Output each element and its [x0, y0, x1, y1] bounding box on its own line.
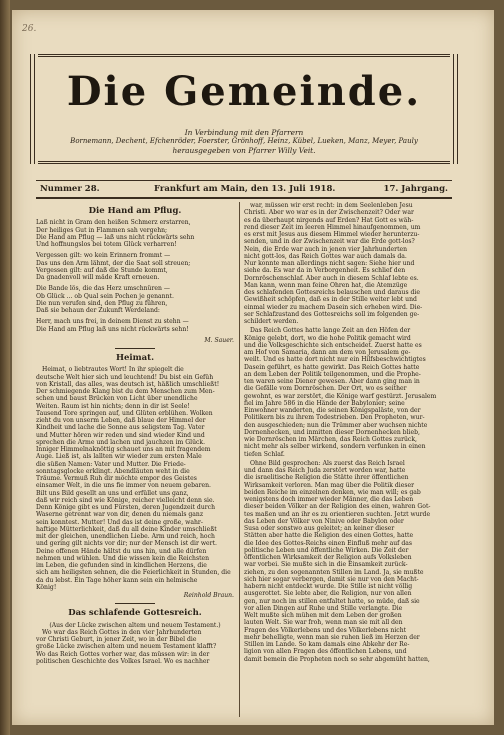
section-title: Das schlafende Gottesreich. [68, 608, 202, 619]
article-line: Dornenhecken, und inmitten dieser Dornenhecken blieb, [244, 428, 420, 436]
essay-line: Auge. Ließ ist, als lallten wir wieder zum ersten Male [36, 453, 202, 461]
article-line: Welt mußte sich mühen mit dem Leben der großen [244, 612, 402, 619]
poem-line: Die nun verufen sind, den Pflug zu führen, [36, 299, 168, 307]
essay-line: daß wir reich sind wie Könige, reicher vielleicht denn sie. [36, 496, 215, 504]
masthead-subtitle-2: Bornemann, Dechent, Efchenröder, Foerster, Grönhoff, Heinz, Kübel, Lueken, Manz, Meyer, Pauly [70, 137, 418, 145]
poem-line: Der heiliges Gut in Flammen sah vergehn; [36, 226, 168, 234]
essay-line: deutsche Welt hier sich und leuchtend! Du bist ein Gefüh [36, 373, 214, 381]
handwritten-corner-note: 26. [22, 24, 37, 34]
poem-stanza [36, 252, 234, 281]
article-line: mehr behelligte, wenn man sie ruhen ließ im Herzen der [244, 633, 420, 641]
article-line: Einwohner wanderten, die seinen Königspaläste, von der [244, 407, 421, 414]
article-line: die Gefälle vom Dornröschen. Der Ort, wo es seither [244, 385, 407, 393]
essay-line: sonntagsglocke erklingt. Abendläuten weht in die [36, 467, 190, 475]
section-rule [115, 603, 155, 604]
article-line: vor allen Dingen auf Ruhe und Stille verlangte. Die [244, 604, 403, 612]
essay-line: und Mutter hören wir reden und sind wieder Kind und [36, 431, 205, 439]
essay-line: und gering gilt nichts vor dir; nur der Mensch ist dir wert. [36, 540, 217, 548]
essay-line: im Leben, die gefunden sind in kindlichen Herzens, die [36, 562, 207, 569]
article-line: an dem Leben der Politik teilgenommen, und die Prophe- [244, 370, 421, 378]
article-line: des schlafenden Gottesreichs belauschen und daraus die [244, 289, 420, 296]
essay-line: zieht du von unserm Leben, daß blaue der Himmel der [36, 417, 206, 424]
essay-line: sein konntest. Mutter! Und das ist deine große, wahr- [36, 518, 203, 526]
poem-line: Das uns den Arm lähmt, der die Saat soll streuen; [36, 259, 191, 267]
article-line: Fragen des Völkerlebens und des Völkerlebens nicht [244, 626, 407, 634]
article-line: und die Volksgeschichte sich entscheidet. Zuerst hatte es [244, 341, 422, 349]
poem-line: Ob Glück ... ob Qual sein Pochen je genannt. [36, 292, 174, 300]
article-line: Dornröschenschlaf. Aber auch in diesem Schlaf lebte es. [244, 274, 419, 282]
essay-title: Heimat. [115, 353, 155, 363]
essay-line: schen und baust Brücken von Licht über unendliche [36, 395, 198, 403]
essay-line: Heimat, o liebtrautes Wort! In ihr spiegelt die [42, 366, 184, 374]
article-line: wenigstens doch immer wieder Männer, die das Leben [244, 496, 414, 503]
issue-year: 17. Jahrgang. [383, 184, 448, 194]
article-line: habern nicht entdeckt wurde. Die Stille ist nicht völlig [244, 583, 413, 590]
article-line: Nein, die Erde war auch in jenen vier Jahrhunderten [244, 245, 408, 253]
essay-line: König! [36, 583, 57, 591]
article-line: weilt. Und es hatte dort nicht nur ein Hilfsbeschwichtigtes [244, 356, 426, 364]
essay-line: haftige Mütterlichkeit, daß du all deine Kinder umschließt [36, 525, 217, 533]
essay-line: sprechen die Arme und lachen und jauchzen im Glück. [36, 438, 206, 446]
poem-stanza [36, 285, 234, 314]
article-line: Susa oder sonstwo aus geleitet; an keiner dieser [244, 525, 395, 532]
essay-line: Bilt uns Bild gesellt an uns und erfüllet uns ganz, [36, 489, 189, 497]
essay-line: einsamer Welt, in die uns fie immer von neuem gebaren. [36, 482, 211, 490]
book-spine [0, 0, 10, 735]
essay-body [36, 366, 234, 591]
article-line: gen, nur noch im stillen entfaltet hatte, so müde, daß sie [244, 597, 420, 605]
article-line: Politikern bis zu ihrem Todestrieben. Den Propheten, wur- [244, 414, 425, 422]
article-line: Könige gelebt, dort, wo die hohe Politik gemacht wird [244, 334, 411, 342]
poem-line: Daß sie behaun der Zukunft Werdeland: [36, 307, 160, 314]
article-line: Gewißheit schöpfen, daß es in der Stille weiter lebt und [244, 296, 417, 304]
poem-line: Und hoffnungslos bei totem Glück verharren! [36, 241, 177, 248]
article-line: ausgerottet. Sie lebte aber, die Religion, nur von allen [244, 590, 412, 598]
right-column [244, 202, 442, 663]
essay-line: von Kristall, das alles, was deutsch ist, häßlich umschließt! [36, 380, 220, 388]
article-line: ten waren seine Diener gewesen. Aber dann ging man in [244, 378, 420, 385]
article-line: und dann das Reich Juda zerstört worden war, hatte [244, 467, 406, 474]
article-line: Christi. Aber wo war es in der Zwischenzeit? Oder war [244, 209, 414, 217]
article-line: es erst mit Jesus aus diesem Himmel wieder herunterzu- [244, 231, 420, 238]
masthead-title: Die Gemeinde. [66, 68, 422, 115]
essay-line: da du lebst. Ein Tage höher kann sein ein helmische [36, 576, 198, 584]
article-line: ser Schlafzustand des Gottesreichs soll im folgenden ge- [244, 310, 420, 318]
poem-line: Laß nicht in Gram den heißen Schmerz erstarren, [36, 219, 191, 227]
poem-line: Vergessen gilt: wo kein Erinnern frommt — [36, 252, 171, 260]
newspaper-page [12, 10, 494, 725]
article-line: nicht gott-los, das Reich Gottes war auch damals da. [244, 252, 407, 260]
article-line: einmal wieder zu machem Dasein sich erheben wird. Die- [244, 303, 423, 311]
essay-line: Kindheit und lache die Sonne aus seligstem Tag. Vater [36, 424, 205, 432]
essay-line: Tausend Tore springen auf, und Glüten erblühen. Wolken [36, 409, 213, 417]
poem-stanza [36, 318, 234, 333]
article-line: ziehen, zu den sogenannten Stillen im Land. Ja, sie mußte [244, 568, 424, 576]
article-line: das Leben der Völker von Ninive oder Babylon oder [244, 517, 404, 525]
article-line: war vorbei. Sie mußte sich in die Einsamkeit zurück- [244, 561, 408, 569]
essay-line: Der schmiegende Klang bist du dem Menschen zum Men- [36, 388, 215, 395]
masthead-subtitle-3: herausgegeben von Pfarrer Willy Veit. [172, 146, 316, 155]
article-line: Das Reich Gottes hatte lange Zeit an den Höfen der [250, 327, 411, 335]
poem-line: Da gnadenvoll will mäde Kraft erneuen. [36, 274, 160, 281]
article-line: rend dieser Zeit im leeren Himmel hinaufgenommen, um [244, 223, 421, 231]
article-line: dieser beiden Völker an der Religion des einen, wahren Got- [244, 503, 431, 511]
poem-author: M. Sauer. [204, 336, 234, 344]
column-divider [239, 202, 240, 717]
essay-author: Reinhold Braun. [183, 592, 234, 599]
poem-line: Herr, mach uns frei, in deinem Dienst zu stehn — [36, 318, 189, 326]
poem-line: Die Bande lös, die das Herz umschnüren — [36, 285, 170, 293]
section-line: große Lücke zwischen altem und neuem Testament klafft? [36, 643, 217, 651]
article-line: Stätten aber hatte die Religion des einen Gottes, hatte [244, 532, 414, 540]
article-line: senden, und in der Zwischenzeit war die Erde gott-los? [244, 238, 415, 246]
essay-line: nehmen und wühlen. Und die wissen kein die Reichsten [36, 554, 210, 562]
essay-line: die süßen Namen: Vater und Mutter. Die Friede- [36, 460, 186, 468]
article-line: siehe da. Es war da in Verborgenheit. Es schlief den [244, 267, 406, 275]
article-line: es da überhaupt nirgends auf Erden? Hat Gott es wäh- [244, 216, 414, 224]
article-line: am Hof von Samaria, dann am dem von Jerusalem ge- [244, 349, 411, 356]
section-line: politischen Geschichte des Volkes Israel. Wo es nachher [36, 657, 210, 665]
article-line: beiden Reiche im einzelnen denken, wie man will; es gab [244, 488, 421, 496]
article-line: Wirksamkeit verloren. Man mag über die Politik dieser [244, 481, 414, 489]
article-line: lauten Welt. Sie war froh, wenn man sie mit all den [244, 619, 403, 627]
essay-line: mit der gleichen, unendlichen Liebe. Arm und reich, hoch [36, 533, 215, 540]
poem-line: Die Hand am Pflug — laß uns nicht rückwärts sehn [36, 233, 195, 241]
right-text-block-a [244, 202, 442, 325]
section-line: vor Christi Geburt, in jener Zeit, wo in der Bibel die [36, 636, 197, 643]
article-line: die israelitische Religion die Stätte ihrer öffentlichen [244, 474, 409, 482]
poem-line: Die Hand am Pflug laß uns nicht rückwärts sehn! [36, 325, 189, 333]
article-line: schildert werden. [244, 318, 299, 325]
article-line: tes maßen und an ihr es zu orientieren suchten. Jetzt wurde [244, 510, 431, 518]
essay-line: Weiten. Raum ist hin nichts; denn in dir ist Seele! [36, 402, 190, 410]
article-line: war, müssen wir erst recht: in dem Seelenleben Jesu [250, 202, 413, 209]
masthead-subtitle-1: In Verbindung mit den Pfarrern [184, 128, 304, 137]
issue-place-date: Frankfurt am Main, den 13. Juli 1918. [154, 184, 336, 194]
article-line: öffentlichen Wirksamkeit der Religion aufs Volksleben [244, 554, 412, 561]
essay-line: sich am heiligsten sehnen, die die Feierlichkeit in Stunden, die [36, 569, 231, 577]
article-line: sich hier sogar verbergen, damit sie nur von den Macht- [244, 575, 419, 583]
article-line: politische Leben und öffentliche Wirken. Die Zeit der [244, 546, 409, 554]
right-text-block-c [244, 460, 442, 663]
article-line: Nur konnte man allerdings nicht sagen: Siehe hier und [244, 260, 415, 267]
article-line: gewohnt, es war zerstört, die Könige warf gestürzt. Jerusalem [244, 392, 437, 400]
poem-line: Vergessen gilt: auf daß die Stunde kommt, [36, 266, 168, 274]
poem-title: Die Hand am Pflug. [88, 206, 182, 216]
article-line: Man kann, wenn man feine Ohren hat, die Atemzüge [244, 281, 408, 289]
section-body [36, 629, 234, 665]
poem-body [36, 219, 234, 333]
article-line: den ausgeschieden; nun die Trümmer aber wuchsen nichte [244, 421, 428, 429]
article-line: damit bemein die Propheten noch so sehr abgemüht hatten, [244, 655, 430, 663]
right-text-block-b [244, 327, 442, 458]
article-line: Dasein geführt, es hatte gewirkt. Das Reich Gottes hatte [244, 363, 420, 371]
left-column [36, 202, 234, 665]
poem-stanza [36, 219, 234, 248]
essay-line: Waserne getrennt war von dir, denen du niemals ganz [36, 511, 204, 519]
essay-line: Inniger Himmelnaknöttig schauet uns an mit fragendem [36, 446, 211, 453]
article-line: tiefen Schlaf. [244, 450, 285, 458]
article-line: fiel im Jahre 586 in die Hände der Babylonier; seine [244, 399, 405, 407]
section-line: Wo das Reich Gottes vorher war, das müssen wir: in der [36, 650, 210, 658]
section-rule [115, 348, 155, 349]
essay-line: Deine offenen Hände hältst du uns hin, und alle dürfen [36, 547, 207, 555]
article-line: nicht mehr als selber wirkend, sondern verfunken in einen [244, 443, 426, 451]
section-line: Wo war das Reich Gottes in den vier Jahrhunderten [42, 628, 202, 636]
article-line: Stillen im Lande. So kam damals eine Abkehr der Re- [244, 641, 410, 648]
essay-line: Denn Könige gibt es und Fürsten, deren Jugendzeit durch [36, 504, 216, 511]
article-line: die Idee des Gottes-Reichs einen Einfluß mehr auf das [244, 539, 413, 547]
section-subtitle: (Aus der Lücke zwischen altem und neuem Testament.) [49, 621, 221, 629]
article-line: Ohne Bild gesprochen: Als zuerst das Reich Israel [250, 459, 405, 467]
article-line: wie Dornröschen im Märchen, das Reich Gottes zurück, [244, 436, 417, 443]
issue-meta-bar [36, 180, 452, 199]
issue-number: Nummer 28. [40, 184, 100, 194]
article-line: ligion von allen Fragen des öffentlichen Lebens, und [244, 648, 407, 656]
essay-line: Träume. Vermuß Ruh dir möchte empor des Geistes [36, 475, 197, 482]
